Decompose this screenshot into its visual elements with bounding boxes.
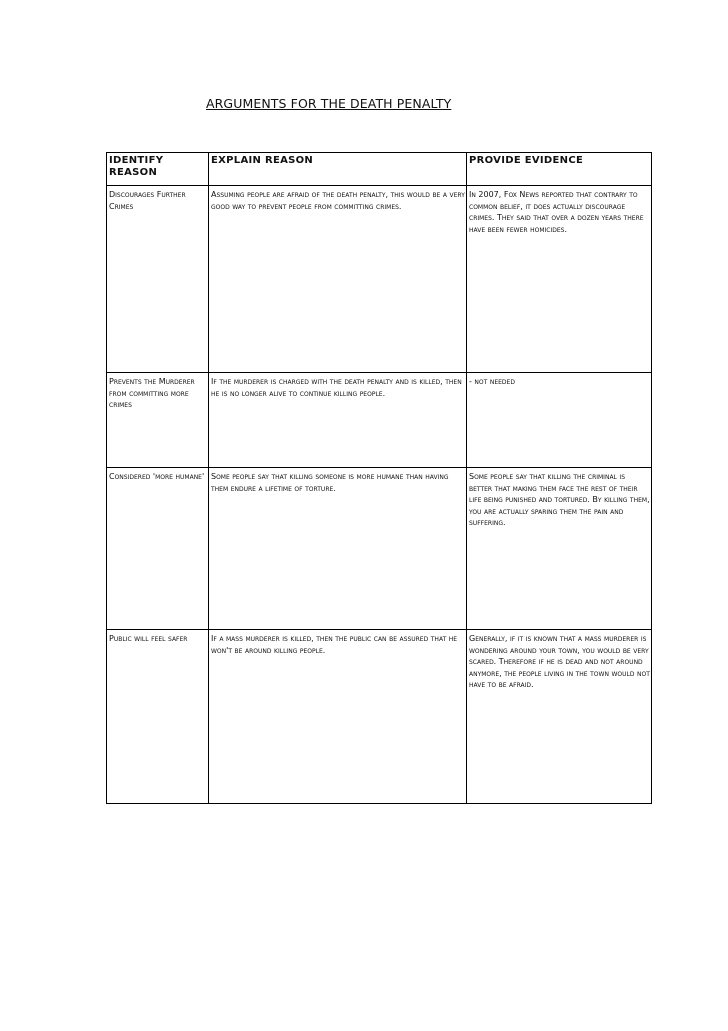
- explanation-cell: Assuming people are afraid of the death penalty, this would be a very good way to prevent people from committing crimes.: [209, 186, 467, 373]
- header-explain-reason: EXPLAIN REASON: [209, 153, 467, 186]
- arguments-table: [106, 152, 652, 804]
- document-title: ARGUMENTS FOR THE DEATH PENALTY: [206, 96, 452, 111]
- header-identify-reason: IDENTIFY REASON: [107, 153, 209, 186]
- reason-cell: Public will feel safer: [107, 630, 209, 804]
- table-header-row: [107, 153, 652, 186]
- reason-cell: Considered 'more humane': [107, 468, 209, 630]
- explanation-cell: If a mass murderer is killed, then the public can be assured that he won't be around killing people.: [209, 630, 467, 804]
- reason-cell: Discourages Further Crimes: [107, 186, 209, 373]
- table-row: [107, 373, 652, 468]
- evidence-cell: Some people say that killing the criminal is better that making them face the rest of their life being punished and tortured. By killing them, you are actually sparing them the pain and suffering.: [467, 468, 652, 630]
- header-provide-evidence: PROVIDE EVIDENCE: [467, 153, 652, 186]
- reason-cell: Prevents the Murderer from committing more crimes: [107, 373, 209, 468]
- table-row: [107, 186, 652, 373]
- evidence-cell: Generally, if it is known that a mass murderer is wondering around your town, you would be very scared. Therefore if he is dead and not around anymore, the people living in the town would not have to be afraid.: [467, 630, 652, 804]
- explanation-cell: Some people say that killing someone is more humane than having them endure a lifetime of torture.: [209, 468, 467, 630]
- evidence-cell: In 2007, Fox News reported that contrary to common belief, it does actually discourage crimes. They said that over a dozen years there have been fewer homicides.: [467, 186, 652, 373]
- explanation-cell: If the murderer is charged with the death penalty and is killed, then he is no longer alive to continue killing people.: [209, 373, 467, 468]
- table-row: [107, 468, 652, 630]
- table-row: [107, 630, 652, 804]
- evidence-cell: - not needed: [467, 373, 652, 468]
